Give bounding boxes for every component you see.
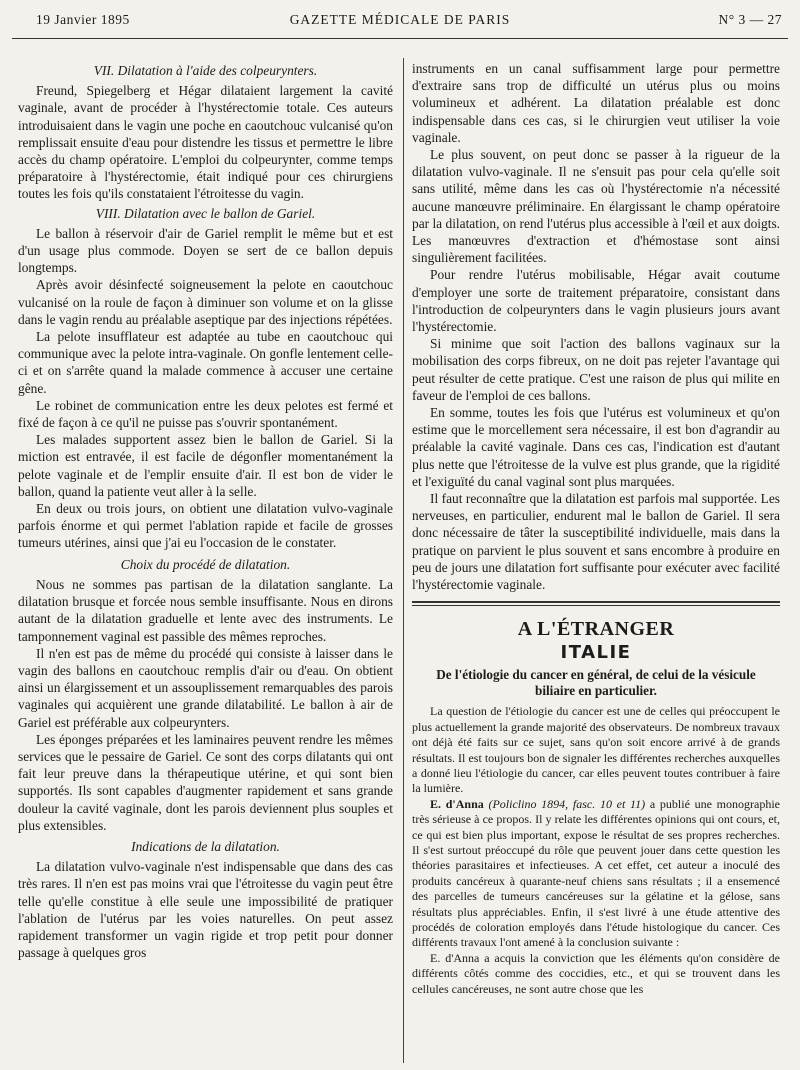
citation: (Policlino 1894, fasc. 10 et 11) bbox=[488, 796, 646, 811]
paragraph: Le plus souvent, on peut donc se passer à la rigueur de la dilatation vulvo-vaginale. Il ne s'ensuit pas pour cela qu'elle soit sans utilité, même dans les cas où l'hystérectomie n'a nécessité aucune manœuvre préliminaire. En élargissant le champ opératoire par la dilatation, on rend l'utérus plus accessible à l'œil et aux doigts. Les manœuvres d'extraction et d'hémostase sont ainsi singulièrement facilitées. bbox=[412, 147, 780, 266]
paragraph: Le robinet de communication entre les deux pelotes est fermé et fixé de façon à ce qu'il ne puisse pas s'ouvrir spontanément. bbox=[18, 397, 393, 431]
left-column bbox=[18, 60, 393, 1065]
paragraph: instruments en un canal suffisamment large pour permettre d'extraire sans trop de difficulté un utérus plus ou moins volumineux et adhérent. La dilatation préalable est donc indispensable dans ces cas, si le chirurgien veut utiliser la voie vaginale. bbox=[412, 61, 780, 145]
paragraph: Les éponges préparées et les laminaires peuvent rendre les mêmes services que le pessaire de Gariel. Ce sont des corps dilatants qui ont fait leur preuve dans la thérapeutique utérine, et qui sont bien supportés. Ils sont capables d'augmenter rapidement et sans grande douleur la cavité vaginale, dont les parois deviennent plus souples et plus extensibles. bbox=[18, 731, 393, 833]
section-heading-etranger: A L'ÉTRANGER bbox=[517, 618, 675, 641]
paragraph bbox=[412, 797, 780, 951]
paragraph: Après avoir désinfecté soigneusement la pelote en caoutchouc vulcanisé on la roule de façon à diminuer son volume et on la glisse dans le vagin rendu au préalable aseptique par des injections répétées. bbox=[18, 277, 393, 327]
paragraph: Il n'en est pas de même du procédé qui consiste à laisser dans le vagin des ballons en caoutchouc remplis d'air ou d'eau. On obtient ainsi un élargissement et un assouplissement remarquables des parois vaginales qui acquièrent une grande dilatabilité. Le ballon à air de Gariel est préférable aux colpeurynters. bbox=[18, 645, 393, 730]
paragraph: Si minime que soit l'action des ballons vaginaux sur la mobilisation des corps fibreux, on ne doit pas rejeter l'avantage qui peut résulter de cette pratique. C'est une raison de plus qui milite en faveur de l'emploi de ces ballons. bbox=[412, 336, 780, 403]
article-title: De l'étiologie du cancer en général, de celui de la vésicule biliaire en particulier. bbox=[436, 667, 756, 698]
header-date: 19 Janvier 1895 bbox=[36, 12, 130, 27]
paragraph: E. d'Anna a acquis la conviction que les éléments qu'on considère de différents côtés comme des coccidies, etc., et qui se trouvent dans les cellules cancéreuses, ne sont autre chose que les bbox=[412, 950, 780, 996]
paragraph: Le ballon à réservoir d'air de Gariel remplit le même but et est d'un usage plus commode. Doyen se sert de ce ballon depuis longtemps. bbox=[18, 225, 393, 276]
header-page-number: N° 3 — 27 bbox=[718, 12, 782, 27]
paragraph: La pelote insufflateur est adaptée au tube en caoutchouc qui communique avec la pelote intra-vaginale. On gonfle lentement celle-ci et on s'arrête quand la malade commence à accuser une certaine gêne. bbox=[18, 329, 393, 396]
paragraph: Il faut reconnaître que la dilatation est parfois mal supportée. Les nerveuses, en particulier, endurent mal le ballon de Gariel. Il sera donc nécessaire de tâter la susceptibilité individuelle, mais dans la pratique on parvient le plus souvent et sans encombre à produire en peu de jours une dilatation fort suffisante pour exécuter avec facilité l'hystérectomie vaginale. bbox=[412, 491, 780, 593]
subsection-title-choix: Choix du procédé de dilatation. bbox=[120, 556, 291, 572]
paragraph: En deux ou trois jours, on obtient une dilatation vulvo-vaginale parfois énorme et qui permet l'ablation rapide et facile de grosses tumeurs utérines, ainsi que j'ai eu l'occasion de le constater. bbox=[18, 501, 393, 551]
author-name: E. d'Anna bbox=[430, 796, 484, 811]
right-column bbox=[412, 60, 780, 1065]
paragraph: Les malades supportent assez bien le ballon de Gariel. Si la miction est entravée, il est facile de dégonfler momentanément la pelote vaginale et de l'emplir ensuite d'air. Il est bon de vider le ballon, quand la patiente veut aller à la selle. bbox=[18, 432, 393, 499]
paragraph: Freund, Spiegelberg et Hégar dilataient largement la cavité vaginale, avant de procéder à l'hystérectomie totale. Ces auteurs introduisaient dans le vagin une poche en caoutchouc vulcanisé qu'on remplissait ensuite d'eau pour distendre les tissus et permettre le libre accès du champ opératoire. L'emploi du colpeurynter, comme temps préparatoire à l'hystérectomie, était indiqué pour ces chirurgiens toutes les fois qu'ils constataient l'étroitesse du vagin. bbox=[18, 83, 393, 202]
article-body bbox=[412, 704, 780, 997]
header-journal-title: GAZETTE MÉDICALE DE PARIS bbox=[289, 12, 511, 27]
header-rule bbox=[12, 38, 788, 39]
section-rule-thin bbox=[412, 605, 780, 606]
paragraph: La dilatation vulvo-vaginale n'est indispensable que dans des cas très rares. Il n'en est pas moins vrai que l'étroitesse du vagin peut être telle qu'elle constitue à elle seule une impossibilité de pratiquer l'ablation de l'utérus par les voies naturelles. On peut assez rapidement transformer un vagin rigide et trop petit pour donner passage à quelques gros bbox=[18, 859, 393, 961]
section-title-viii: VIII. Dilatation avec le ballon de Gariel. bbox=[95, 205, 316, 221]
subsection-title-indications: Indications de la dilatation. bbox=[131, 838, 280, 854]
paragraph: En somme, toutes les fois que l'utérus est volumineux et qu'on estime que le morcellement sera nécessaire, il est bon d'agrandir au préalable la cavité vaginale. Dans ces cas, l'indication est d'autant plus nette que l'étroitesse de la vulve est plus grande, que la rigidité et l'exiguïté du canal vaginal sont plus marquées. bbox=[412, 405, 780, 489]
page-header bbox=[18, 12, 782, 34]
paragraph: Pour rendre l'utérus mobilisable, Hégar avait coutume d'employer une sorte de traitement préparatoire, consistant dans l'introduction de colpeurynters dans le vagin plusieurs jours avant l'hystérectomie. bbox=[412, 267, 780, 335]
section-title-vii: VII. Dilatation à l'aide des colpeurynters. bbox=[93, 63, 318, 78]
paragraph: La question de l'étiologie du cancer est une de celles qui préoccupent le plus actuellement la grande majorité des observateurs. De nombreux travaux ont déjà été faits sur ce sujet, sans qu'on soit encore arrivé à de grands résultats. Il est toujours bon de signaler les différentes recherches auxquelles a donné lieu l'étiologie du cancer, car elles peuvent toutes contribuer à faire la lumière. bbox=[412, 704, 780, 796]
country-heading: ITALIE bbox=[560, 642, 632, 664]
section-rule bbox=[412, 601, 780, 603]
paragraph-text: a publié une monographie très sérieuse à ce propos. Il y relate les différentes opinions qui ont cours, et, ce qui est bien plus important, expose le résultat de ses propres recherches. Il s'est surtout préoccupé du rôle que peuvent jouer dans cette question les théories parasitaires et infectieuses. A cet effet, cet auteur a inoculé des produits cancéreux à quarante-neuf chiens sans résultats ; il a ensemencé des parcelles de tumeurs cancéreuses sur la gélatine et la gélose, sans résultats plus appréciables. Enfin, il s'est livré à une étude attentive des procédés de coloration employés dans l'étude histologique du cancer. Ces différents travaux l'ont amené à la conclusion suivante : bbox=[412, 796, 780, 950]
paragraph: Nous ne sommes pas partisan de la dilatation sanglante. La dilatation brusque et forcée nous semble insuffisante. Nous en dirons autant de la dilatation graduelle et lente avec des instruments. Le tamponnement vaginal est passible des mêmes reproches. bbox=[18, 576, 393, 644]
column-divider bbox=[403, 58, 404, 1063]
